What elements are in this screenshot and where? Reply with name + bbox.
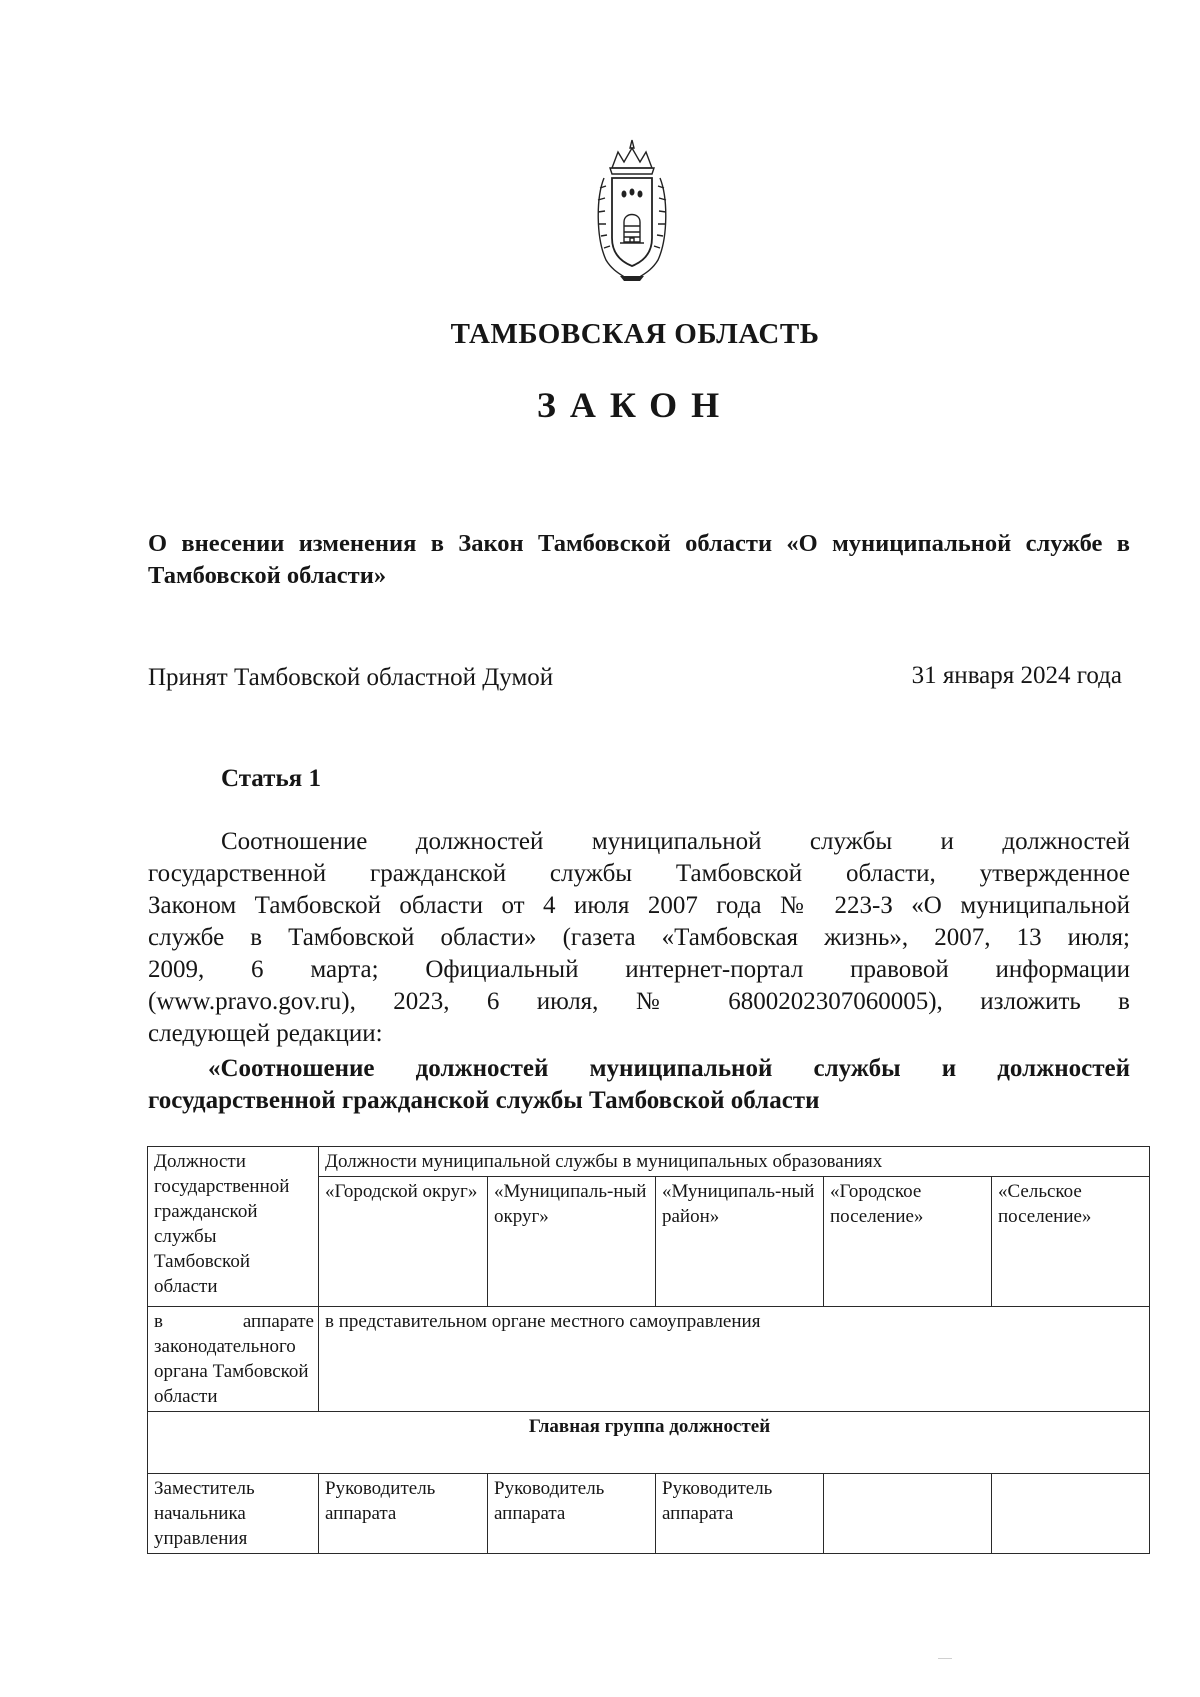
table-header-row: [148, 1147, 1150, 1177]
law-subject-title: О внесении изменения в Закон Тамбовской области «О муниципальной службе в Тамбовской области»: [148, 530, 1130, 589]
municipal-position-cell: [824, 1474, 992, 1554]
group-row: [148, 1412, 1150, 1474]
article-body-line: Законом Тамбовской области от 4 июля 2007 года № 223-З «О муниципальной: [148, 892, 1130, 919]
state-body-word: в: [154, 1311, 163, 1332]
table-heading-line: государственной гражданской службы Тамбовской области: [148, 1087, 820, 1114]
article-body-line: следующей редакции:: [148, 1020, 383, 1047]
municipal-type-cell: «Сельское поселение»: [992, 1177, 1150, 1307]
municipal-type-cell: «Городское поселение»: [824, 1177, 992, 1307]
adoption-date: 31 января 2024 года: [911, 662, 1122, 689]
municipal-position-cell: [992, 1474, 1150, 1554]
municipal-positions-header: Должности муниципальной службы в муниципальных образованиях: [319, 1147, 1150, 1177]
scan-artifact: [938, 1658, 952, 1659]
article-title: Статья 1: [221, 765, 321, 792]
municipal-position-cell: Руководитель аппарата: [488, 1474, 656, 1554]
table-heading-line: «Соотношение должностей муниципальной службы и должностей: [208, 1055, 1130, 1082]
state-positions-header: Должности государственной гражданской службы Тамбовской области: [148, 1147, 319, 1307]
state-body-first-line: [154, 1309, 314, 1334]
municipal-type-cell: «Муниципаль-ный район»: [656, 1177, 824, 1307]
municipal-type-cell: «Муниципаль-ный округ»: [488, 1177, 656, 1307]
municipal-position-cell: Руководитель аппарата: [656, 1474, 824, 1554]
group-heading: Главная группа должностей: [148, 1412, 1150, 1474]
municipal-position-cell: Руководитель аппарата: [319, 1474, 488, 1554]
document-type-title: ЗАКОН: [536, 385, 734, 425]
region-title: ТАМБОВСКАЯ ОБЛАСТЬ: [450, 318, 820, 350]
article-body-line: 2009, 6 марта; Официальный интернет-портал правовой информации: [148, 956, 1130, 983]
article-body-line: Соотношение должностей муниципальной службы и должностей: [221, 828, 1130, 855]
state-body-word: аппарате: [242, 1311, 314, 1332]
article-body-line: службе в Тамбовской области» (газета «Тамбовская жизнь», 2007, 13 июля;: [148, 924, 1130, 951]
municipal-type-cell: «Городской округ»: [319, 1177, 488, 1307]
state-body-cell: [148, 1307, 319, 1412]
municipal-body-cell: в представительном органе местного самоуправления: [319, 1307, 1150, 1412]
adopted-by-text: Принят Тамбовской областной Думой: [148, 664, 554, 691]
table-heading: [148, 1053, 1130, 1117]
positions-table: [147, 1146, 1150, 1554]
table-row: [148, 1307, 1150, 1412]
table-row: [148, 1474, 1150, 1554]
article-body-line: (www.pravo.gov.ru), 2023, 6 июля, № 6800202307060005), изложить в: [148, 988, 1130, 1015]
article-body: [148, 826, 1130, 1050]
article-body-line: государственной гражданской службы Тамбовской области, утвержденное: [148, 860, 1130, 887]
state-position-cell: Заместитель начальника управления: [148, 1474, 319, 1554]
state-body-rest: законодательного органа Тамбовской области: [154, 1336, 309, 1407]
coat-of-arms-icon: [590, 138, 674, 284]
